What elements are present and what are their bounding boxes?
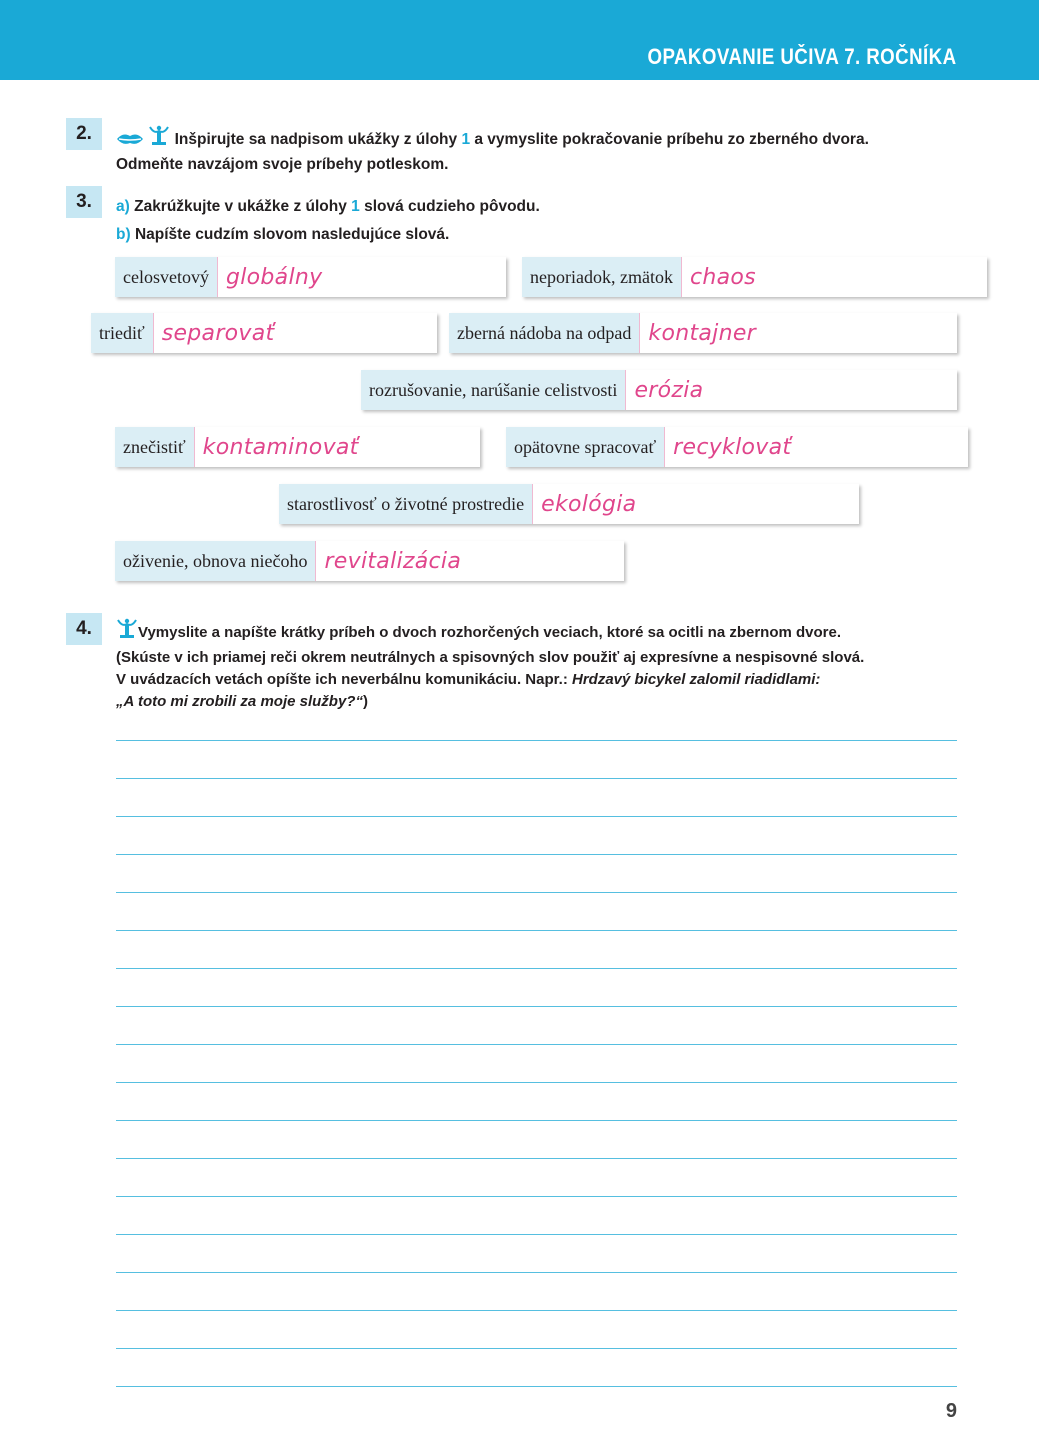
page-number: 9	[945, 1400, 957, 1422]
writing-line[interactable]	[116, 854, 957, 855]
writing-line[interactable]	[116, 1386, 957, 1387]
writing-line[interactable]	[116, 1348, 957, 1349]
word-pair	[361, 370, 957, 410]
writing-line[interactable]	[116, 968, 957, 969]
answer-field[interactable]: separovať	[153, 313, 437, 353]
word-label: opätovne spracovať	[506, 427, 664, 467]
speak-lips-icon	[116, 131, 144, 154]
word-label: starostlivosť o životné prostredie	[279, 484, 532, 524]
task-2-line1-post: a vymyslite pokračovanie príbehu zo zberného dvora.	[470, 131, 869, 148]
writing-line[interactable]	[116, 1158, 957, 1159]
task-4-line4-post: )	[362, 693, 368, 710]
word-label: oživenie, obnova niečoho	[115, 541, 315, 581]
answer-field[interactable]: globálny	[217, 257, 506, 297]
writing-line[interactable]	[116, 1082, 957, 1083]
listen-icon	[116, 618, 138, 647]
writing-line[interactable]	[116, 1006, 957, 1007]
word-pair	[115, 257, 506, 297]
task-2-line1-pre: Inšpirujte sa nadpisom ukážky z úlohy	[174, 131, 462, 148]
answer-field[interactable]: recyklovať	[664, 427, 968, 467]
listen-icon	[148, 125, 170, 154]
writing-line[interactable]	[116, 1120, 957, 1121]
word-pair	[91, 313, 437, 353]
task-4-line2: (Skúste v ich priamej reči okrem neutrálnych a spisovných slov použiť aj expresívne a nespisovné slová.	[116, 649, 865, 666]
answer-field[interactable]: kontaminovať	[194, 427, 480, 467]
writing-line[interactable]	[116, 892, 957, 893]
task-4-example-part1: Hrdzavý bicykel zalomil riadidlami:	[571, 671, 821, 688]
word-label: znečistiť	[115, 427, 194, 467]
answer-field[interactable]: erózia	[625, 370, 957, 410]
word-pair	[115, 541, 624, 581]
task-3-b-text: Napíšte cudzím slovom nasledujúce slová.	[130, 226, 450, 243]
word-label: celosvetový	[115, 257, 217, 297]
writing-line[interactable]	[116, 1044, 957, 1045]
answer-field[interactable]: ekológia	[532, 484, 859, 524]
writing-line[interactable]	[116, 930, 957, 931]
writing-line[interactable]	[116, 1272, 957, 1273]
task-3-text	[116, 193, 996, 249]
task-2-line2: Odmeňte navzájom svoje príbehy potleskom.	[116, 156, 449, 173]
answer-field[interactable]: kontajner	[639, 313, 957, 353]
answer-field[interactable]: chaos	[681, 257, 987, 297]
writing-line[interactable]	[116, 1310, 957, 1311]
word-pair	[522, 257, 987, 297]
word-label: rozrušovanie, narúšanie celistvosti	[361, 370, 625, 410]
task-2-number: 2.	[66, 118, 102, 150]
writing-line[interactable]	[116, 1196, 957, 1197]
word-pair	[506, 427, 968, 467]
task-4-line3-pre: V uvádzacích vetách opíšte ich neverbálnu komunikáciu. Napr.:	[116, 671, 572, 688]
writing-line[interactable]	[116, 1234, 957, 1235]
writing-line[interactable]	[116, 778, 957, 779]
word-pair	[115, 427, 480, 467]
task-2-ref: 1	[461, 131, 471, 148]
task-4-line1: Vymyslite a napíšte krátky príbeh o dvoch rozhorčených veciach, ktoré sa ocitli na zbernom dvore.	[138, 624, 842, 641]
word-label: triediť	[91, 313, 153, 353]
task-2-text	[116, 125, 996, 176]
writing-line[interactable]	[116, 740, 957, 741]
task-3-a-post: slová cudzieho pôvodu.	[359, 198, 540, 215]
task-3-a-marker: a)	[116, 198, 130, 215]
task-3-a-ref: 1	[351, 198, 360, 215]
task-4-text	[116, 618, 1006, 713]
writing-line[interactable]	[116, 816, 957, 817]
answer-field[interactable]: revitalizácia	[315, 541, 624, 581]
task-4-example-part2: „A toto mi zrobili za moje služby?“	[116, 693, 363, 710]
word-label: neporiadok, zmätok	[522, 257, 681, 297]
task-3-a-pre: Zakrúžkujte v ukážke z úlohy	[129, 198, 352, 215]
page-header-bar	[0, 0, 1039, 80]
word-label: zberná nádoba na odpad	[449, 313, 639, 353]
header-title: OPAKOVANIE UČIVA 7. ROČNÍKA	[647, 44, 956, 69]
word-pair	[449, 313, 957, 353]
task-4-number: 4.	[66, 613, 102, 645]
task-3-b-marker: b)	[116, 226, 131, 243]
word-pair	[279, 484, 859, 524]
task-3-number: 3.	[66, 186, 102, 218]
